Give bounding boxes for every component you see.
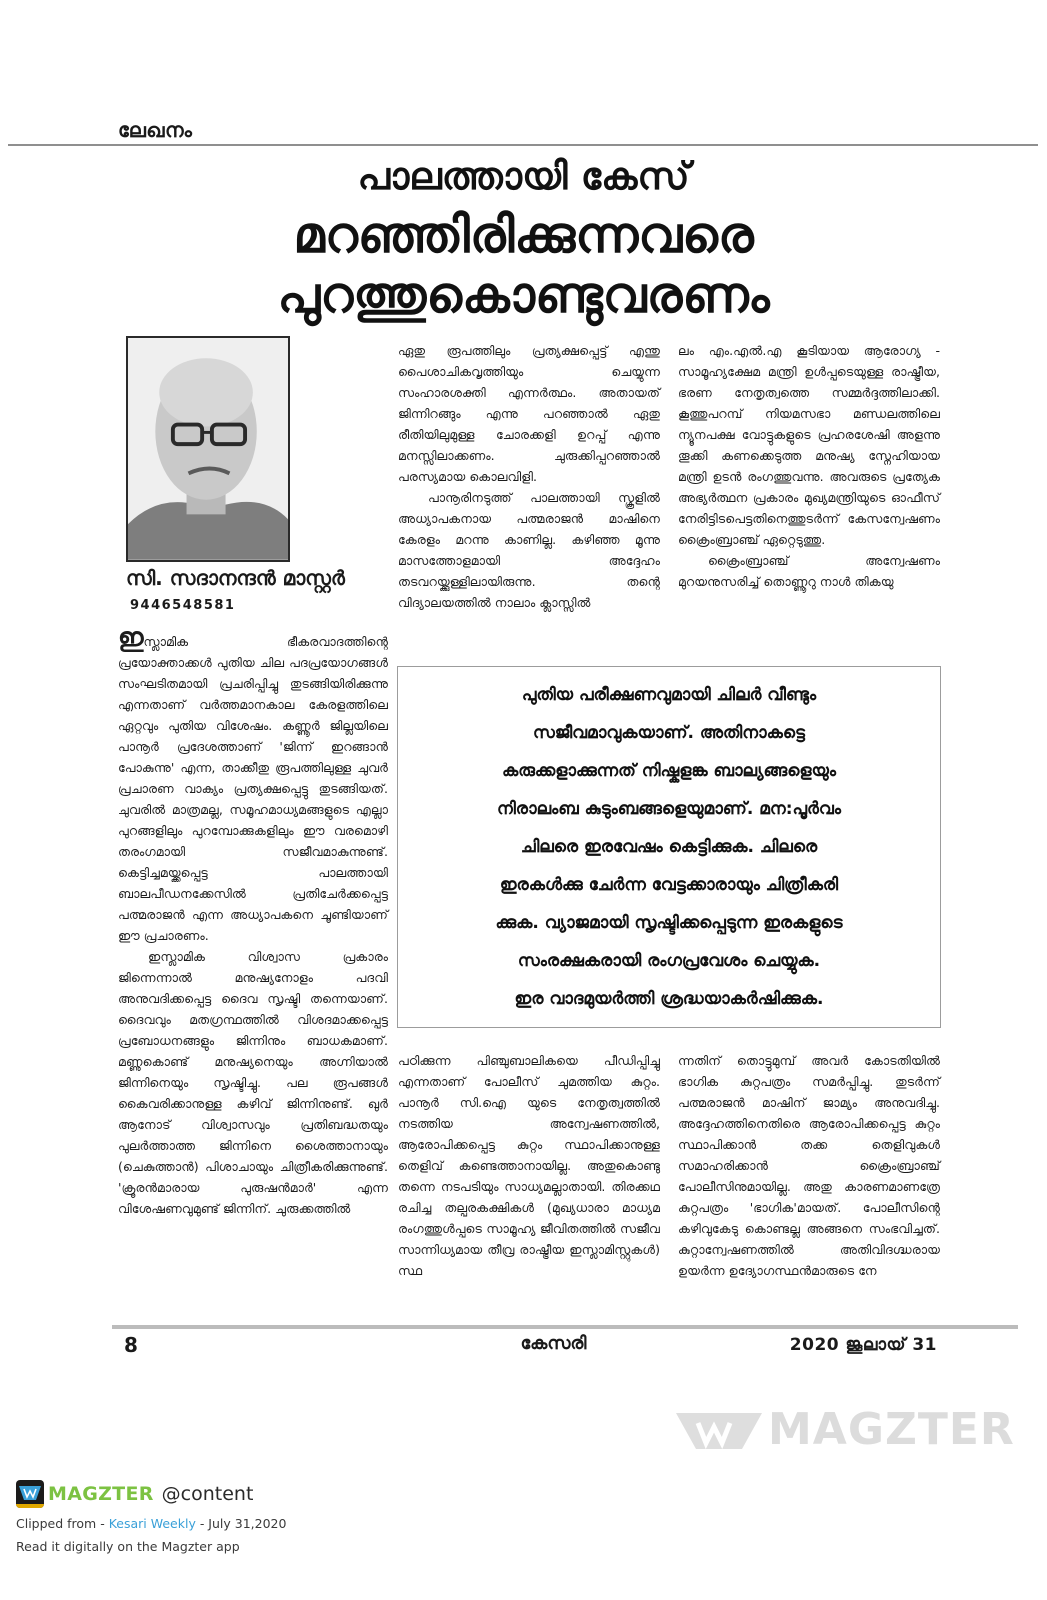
article-column-3-bottom [678,1050,940,1281]
watermark-text: MAGZTER [768,1404,1015,1455]
headline-kicker: പാലത്തായി കേസ് [357,154,690,198]
article-column-3-top [678,340,940,592]
pull-quote-box [397,666,941,1028]
author-photo [126,336,290,562]
author-phone: 9446548581 [130,598,236,613]
section-label: ലേഖനം [118,118,193,142]
paragraph: ഇസ്ലാമിക വിശ്വാസ പ്രകാരം ജിന്നെന്നാൽ മനുഷ്യനോളം പദവി അനുവദിക്കപ്പെട്ട ദൈവ സൃഷ്ടി തന്നെയാണ്. ദൈവവും മതഗ്രന്ഥത്തിൽ വിശദമാക്കപ്പെട്ട പ്രബോധനങ്ങളും ജിന്നിനും ബാധകമാണ്. മണ്ണുകൊണ്ട് മനുഷ്യനെയും അഗ്നിയാൽ ജിന്നിനെയും സൃഷ്ടിച്ചു. പല രൂപങ്ങൾ കൈവരിക്കാനുള്ള കഴിവ് ജിന്നിനുണ്ട്. ഖുർ ആനോട് വിശ്വാസവും പ്രതിബദ്ധതയും പുലർത്താത്ത ജിന്നിനെ ശൈത്താനായും (ചെകുത്താൻ) പിശാചായും ചിത്രീകരിക്കുന്നുണ്ട്. 'ക്രൂരൻമാരായ പുരുഷൻമാർ' എന്ന വിശേഷണവുമുണ്ട് ജിന്നിന്. ചുരുക്കത്തിൽ [118,949,388,1216]
pull-quote-text: പുതിയ പരീക്ഷണവുമായി ചിലർ വീണ്ടും സജീവമാവുകയാണ്. അതിനാകട്ടെ കരുക്കളാക്കുന്നത് നിഷ്കളങ്ക ബാല്യങ്ങളെയും നിരാലംബ കുടുംബങ്ങളെയുമാണ്. മന:പൂർവം ചിലരെ ഇരവേഷം കെട്ടിക്കുക. ചിലരെ ഇരകൾക്കു ചേർന്ന വേട്ടക്കാരായും ചിത്രീകരി ക്കുക. വ്യാജമായി സൃഷ്ടിക്കപ്പെടുന്ന ഇരകളുടെ സംരക്ഷകരായി രംഗപ്രവേശം ചെയ്യുക. ഇര വാദമുയർത്തി ശ്രദ്ധയാകർഷിക്കുക. [495,685,843,1009]
article-column-1 [118,623,388,1219]
article-column-2-bottom [398,1050,660,1281]
clip-brand [16,1480,286,1508]
paragraph: ന്നതിന് തൊട്ടുമുമ്പ് അവർ കോടതിയിൽ ഭാഗിക കുറ്റപത്രം സമർപ്പിച്ചു. തുടർന്ന് പത്മരാജൻ മാഷിന് ജാമ്യം അനുവദിച്ചു. അദ്ദേഹത്തിനെതിരെ ആരോപിക്കപ്പെട്ട കുറ്റം സ്ഥാപിക്കാൻ തക്ക തെളിവുകൾ സമാഹരിക്കാൻ ക്രൈംബ്രാഞ്ച് പോലീസിനുമായില്ല. അതു കാരണമാണത്രേ കുറ്റപത്രം 'ഭാഗിക'മായത്. പോലീസിന്റെ കഴിവുകേടു കൊണ്ടല്ല അങ്ങനെ സംഭവിച്ചത്. കുറ്റാന്വേഷണത്തിൽ അതിവിദഗ്ദ്ധരായ ഉയർന്ന ഉദ്യോഗസ്ഥൻമാരുടെ നേ [678,1053,940,1278]
paragraph: പഠിക്കുന്ന പിഞ്ചുബാലികയെ പീഡിപ്പിച്ചു എന്നതാണ് പോലീസ് ചുമത്തിയ കുറ്റം. പാനൂർ സി.ഐ യുടെ നേതൃത്വത്തിൽ നടത്തിയ അന്വേഷണത്തിൽ, ആരോപിക്കപ്പെട്ട കുറ്റം സ്ഥാപിക്കാനുള്ള തെളിവ് കണ്ടെത്താനായില്ല. അതുകൊണ്ടു തന്നെ നടപടിയും സാധ്യമല്ലാതായി. തിരക്കഥ രചിച്ച തല്പരകക്ഷികൾ (മുഖ്യധാരാ മാധ്യമ രംഗത്തുൾപ്പടെ സാമൂഹ്യ ജീവിതത്തിൽ സജീവ സാന്നിധ്യമായ തീവ്ര രാഷ്ട്രീയ ഇസ്ലാമിസ്റ്റുകൾ) സ്ഥ [398,1053,660,1278]
top-divider [8,144,1038,146]
content-handle: @content [161,1483,254,1505]
headline-main-line1: മറഞ്ഞിരിക്കുന്നവരെ [293,206,754,264]
issue-date: 2020 ജൂലായ് 31 [789,1335,937,1355]
paragraph: ക്രൈംബ്രാഞ്ച് അന്വേഷണം മുറയനുസരിച്ച് തൊണ്ണൂറു നാൾ തികയു [678,553,940,589]
magzter-watermark [676,1404,1015,1455]
paragraph: പാനൂരിനടുത്ത് പാലത്തായി സ്കൂളിൽ അധ്യാപകനായ പത്മരാജൻ മാഷിനെ കേരളം മറന്നു കാണില്ല. കഴിഞ്ഞ മൂന്നു മാസത്തോളമായി അദ്ദേഹം തടവറയ്ക്കുള്ളിലായിരുന്നു. തന്റെ വിദ്യാലയത്തിൽ നാലാം ക്ലാസ്സിൽ [398,490,660,610]
paragraph: ഏതു രൂപത്തിലും പ്രത്യക്ഷപ്പെട്ട് എന്തു പൈശാചികവൃത്തിയും ചെയ്യുന്ന സംഹാരശക്തി എന്നർത്ഥം. അതായത് ജിന്നിറങ്ങും എന്നു പറഞ്ഞാൽ ഏതു രീതിയിലുമുള്ള ചോരക്കളി ഉറപ്പ് എന്നു മനസ്സിലാക്കണം. ചുരുക്കിപ്പറഞ്ഞാൽ പരസ്യമായ കൊലവിളി. [398,343,660,484]
magzter-brand-text: MAGZTER [48,1483,154,1505]
drop-cap: ഇ [118,623,144,653]
magzter-logo-icon [676,1409,762,1451]
publication-link[interactable]: Kesari Weekly [108,1516,196,1531]
paragraph: ലം എം.എൽ.എ കൂടിയായ ആരോഗ്യ - സാമൂഹ്യക്ഷേമ മന്ത്രി ഉൾപ്പടെയുള്ള രാഷ്ട്രീയ, ഭരണ നേതൃത്വത്തെ സമ്മർദ്ദത്തിലാക്കി. കൂത്തുപറമ്പ് നിയമസഭാ മണ്ഡലത്തിലെ ന്യൂനപക്ഷ വോട്ടുകളുടെ പ്രഹരശേഷി അളന്നു തൂക്കി കണക്കെടുത്ത മനുഷ്യ സ്നേഹിയായ മന്ത്രി ഉടൻ രംഗത്തുവന്നു. അവരുടെ പ്രത്യേക അഭ്യർത്ഥന പ്രകാരം മുഖ്യമന്ത്രിയുടെ ഓഫീസ് നേരിട്ടിടപെട്ടതിനെത്തുടർന്ന് കേസന്വേഷണം ക്രൈംബ്രാഞ്ച് ഏറ്റെടുത്തു. [678,343,940,547]
article-column-2-top [398,340,660,613]
paragraph: ഇസ്ലാമിക ഭീകരവാദത്തിന്റെ പ്രയോക്താക്കൾ പുതിയ ചില പദപ്രയോഗങ്ങൾ സംഘടിതമായി പ്രചരിപ്പിച്ചു തുടങ്ങിയിരിക്കുന്നു എന്നതാണ് വർത്തമാനകാല കേരളത്തിലെ ഏറ്റവും പുതിയ വിശേഷം. കണ്ണൂർ ജില്ലയിലെ പാനൂർ പ്രദേശത്താണ് 'ജിന്ന് ഇറങ്ങാൻ പോകുന്നു' എന്ന, താക്കീതു രൂപത്തിലുള്ള ചുവർ പ്രചാരണ വാക്യം പ്രത്യക്ഷപ്പെട്ടു തുടങ്ങിയത്. ചുവരിൽ മാത്രമല്ല, സമൂഹമാധ്യമങ്ങളുടെ എല്ലാ പുറങ്ങളിലും പുറമ്പോക്കുകളിലും ഈ വരമൊഴി തരംഗമായി സജീവമാകുന്നുണ്ട്. കെട്ടിച്ചമയ്ക്കപ്പെട്ട പാലത്തായി ബാലപീഡനക്കേസിൽ പ്രതിചേർക്കപ്പെട്ട പത്മരാജൻ എന്ന അധ്യാപകനെ ചൂണ്ടിയാണ് ഈ പ്രചാരണം. [118,623,388,943]
author-name: സി. സദാനന്ദൻ മാസ്റ്റർ [126,566,345,590]
magzter-app-icon [16,1480,44,1508]
page-number: 8 [124,1333,138,1357]
footer-divider [112,1325,1018,1329]
author-portrait-icon [128,338,288,560]
headline-main-line2: പുറത്തുകൊണ്ടുവരണം [277,266,770,324]
masthead-logo-text: കേസരി [520,1333,587,1354]
read-digitally-line: Read it digitally on the Magzter app [16,1539,240,1554]
clipped-from-line: Clipped from - Kesari Weekly - July 31,2020 [16,1516,287,1531]
clip-footer [16,1480,286,1554]
